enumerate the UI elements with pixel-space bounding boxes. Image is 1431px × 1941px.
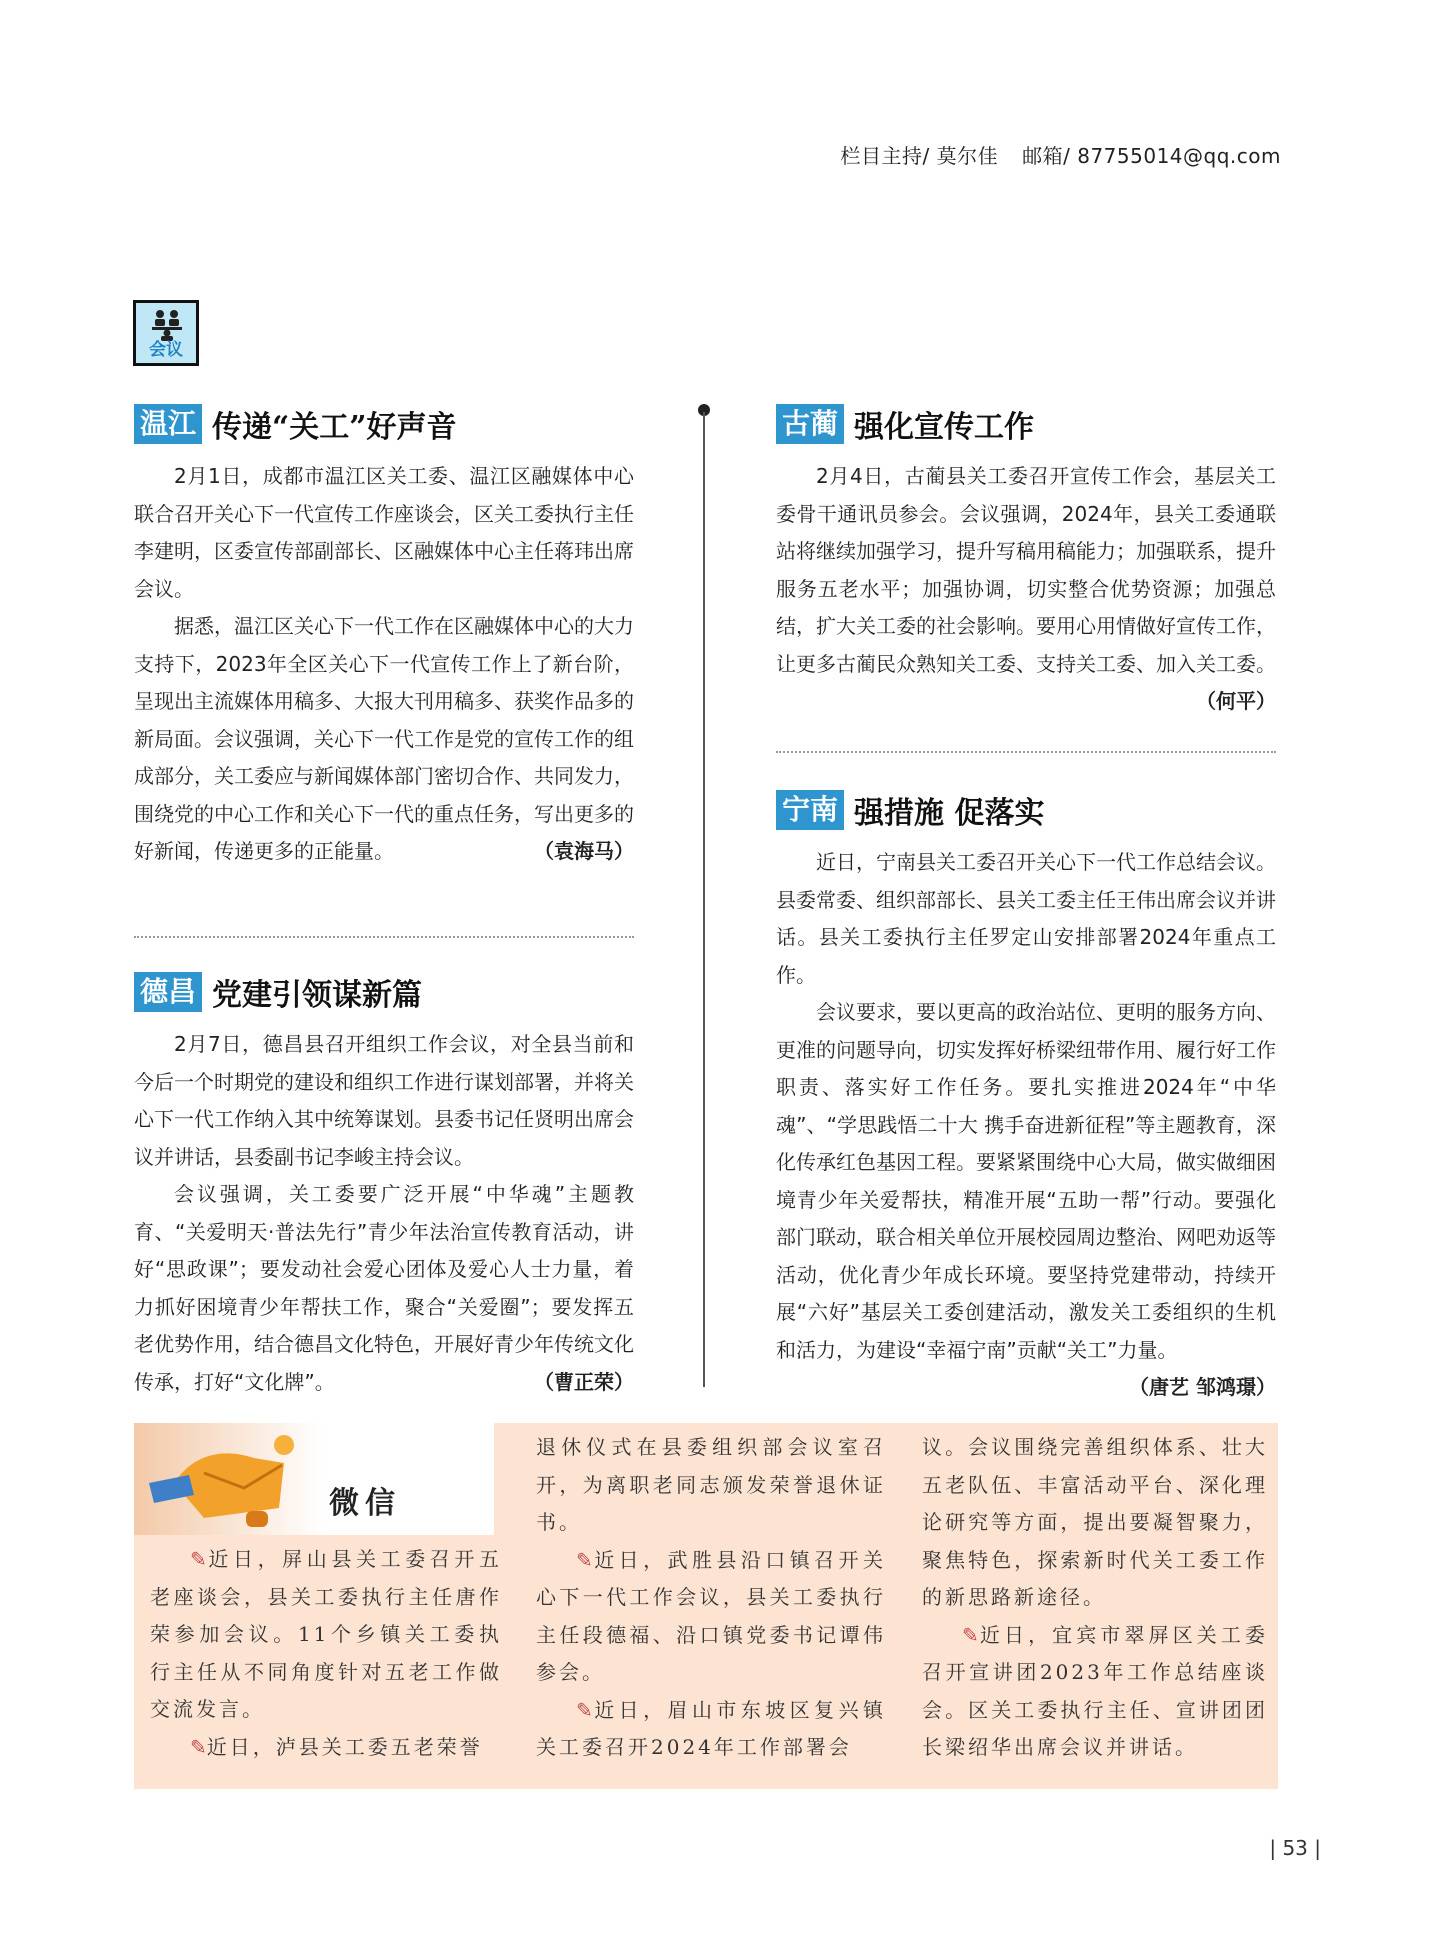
article-paragraph	[134, 1176, 634, 1401]
wechat-item	[150, 1729, 502, 1767]
article-paragraph	[776, 458, 1276, 713]
article-dechang	[134, 970, 634, 1401]
wechat-column-1	[150, 1541, 502, 1766]
wechat-item-continued: 退休仪式在县委组织部会议室召开，为离职老同志颁发荣誉退休证书。	[536, 1435, 886, 1534]
wechat-title: 微信	[329, 1486, 401, 1521]
article-paragraph: 2月1日，成都市温江区关工委、温江区融媒体中心联合召开关心下一代宣传工作座谈会，区关工委执行主任李建明，区委宣传部副部长、区融媒体中心主任蒋玮出席会议。	[134, 464, 634, 601]
article-body	[776, 458, 1276, 713]
article-author: （唐艺 邹鸿璟）	[1129, 1375, 1276, 1399]
wechat-item-text: 近日，武胜县沿口镇召开关心下一代工作会议，县关工委执行主任段德福、沿口镇党委书记谭伟参会。	[536, 1547, 886, 1684]
article-location-tag: 古蔺	[776, 404, 844, 444]
article-body	[134, 458, 634, 871]
article-header	[776, 788, 1276, 836]
article-author: （何平）	[1196, 689, 1276, 713]
article-paragraph-text: 会议强调，关工委要广泛开展“中华魂”主题教育、“关爱明天·普法先行”青少年法治宣传教育活动，讲好“思政课”；要发动社会爱心团体及爱心人士力量，着力抓好困境青少年帮扶工作，聚合“关爱圈”；要发挥五老优势作用，结合德昌文化特色，开展好青少年传统文化传承，打好“文化牌”。	[134, 1182, 634, 1394]
article-paragraph: 近日，宁南县关工委召开关心下一代工作总结会议。县委常委、组织部部长、县关工委主任王伟出席会议并讲话。县关工委执行主任罗定山安排部署2024年重点工作。	[776, 850, 1276, 987]
wechat-item-text: 近日，眉山市东坡区复兴镇关工委召开2024年工作部署会	[536, 1697, 886, 1759]
page-number: | 53 |	[1269, 1836, 1321, 1860]
wechat-item	[922, 1617, 1268, 1767]
article-paragraph	[776, 994, 1276, 1399]
article-wenjiang	[134, 402, 634, 871]
article-gulin	[776, 402, 1276, 721]
article-ningnan	[776, 788, 1276, 1407]
wechat-item	[536, 1692, 886, 1767]
article-paragraph-text: 会议要求，要以更高的政治站位、更明的服务方向、更准的问题导向，切实发挥好桥梁纽带作用、履行好工作职责、落实好工作任务。要扎实推进2024年“中华魂”、“学思践悟二十大 携手奋进新征程”等主题教育，深化传承红色基因工程。要紧紧围绕中心大局，做实做细困境青少年关爱帮扶，精准开展“五助一帮”行动。要强化部门联动，联合相关单位开展校园周边整治、网吧劝返等活动，优化青少年成长环境。要坚持党建带动，持续开展“六好”基层关工委创建活动，激发关工委组织的生机和活力，为建设“幸福宁南”贡献“关工”力量。	[776, 1000, 1276, 1362]
article-separator	[134, 936, 634, 938]
pin-icon: ✎	[190, 1734, 207, 1759]
section-badge	[133, 300, 199, 366]
article-author: （袁海马）	[534, 839, 634, 863]
article-paragraph	[134, 608, 634, 871]
wechat-column-3	[922, 1429, 1268, 1767]
column-divider	[703, 412, 705, 1387]
wechat-item	[150, 1541, 502, 1729]
pin-icon: ✎	[576, 1697, 593, 1722]
envelope-mascot-icon	[134, 1423, 324, 1535]
pin-icon: ✎	[576, 1547, 593, 1572]
section-badge-label: 会议	[149, 340, 183, 360]
article-body	[776, 844, 1276, 1399]
article-location-tag: 温江	[134, 404, 202, 444]
wechat-item-text: 近日，宜宾市翠屏区关工委召开宣讲团2023年工作总结座谈会。区关工委执行主任、宣讲团团长梁绍华出席会议并讲话。	[922, 1622, 1268, 1759]
article-paragraph-text: 据悉，温江区关心下一代工作在区融媒体中心的大力支持下，2023年全区关心下一代宣传工作上了新台阶，呈现出主流媒体用稿多、大报大刊用稿多、获奖作品多的新局面。会议强调，关心下一代工作是党的宣传工作的组成部分，关工委应与新闻媒体部门密切合作、共同发力，围绕党的中心工作和关心下一代的重点任务，写出更多的好新闻，传递更多的正能量。	[134, 614, 634, 863]
wechat-column-2	[536, 1429, 886, 1767]
article-body	[134, 1026, 634, 1401]
article-header	[134, 402, 634, 450]
wechat-news-box	[134, 1423, 1278, 1789]
wechat-item-continued: 议。会议围绕完善组织体系、壮大五老队伍、丰富活动平台、深化理论研究等方面，提出要凝智聚力，聚焦特色，探索新时代关工委工作的新思路新途径。	[922, 1435, 1268, 1609]
article-header	[134, 970, 634, 1018]
pin-icon: ✎	[190, 1547, 207, 1571]
article-paragraph-text: 2月4日，古蔺县关工委召开宣传工作会，基层关工委骨干通讯员参会。会议强调，2024年，县关工委通联站将继续加强学习，提升写稿用稿能力；加强联系，提升服务五老水平；加强协调，切实整合优势资源；加强总结，扩大关工委的社会影响。要用心用情做好宣传工作，让更多古蔺民众熟知关工委、支持关工委、加入关工委。	[776, 464, 1276, 676]
column-host: 栏目主持/ 莫尔佳	[840, 144, 999, 168]
article-header	[776, 402, 1276, 450]
wechat-item-text: 近日，泸县关工委五老荣誉	[206, 1734, 483, 1759]
article-separator	[776, 751, 1276, 753]
article-title: 强措施 促落实	[854, 796, 1045, 831]
editor-email: 邮箱/ 87755014@qq.com	[1022, 144, 1281, 168]
article-title: 党建引领谋新篇	[212, 978, 423, 1013]
article-location-tag: 德昌	[134, 972, 202, 1012]
wechat-item	[536, 1542, 886, 1692]
article-title: 强化宣传工作	[854, 410, 1035, 445]
column-header	[841, 140, 1281, 169]
article-title: 传递“关工”好声音	[212, 410, 457, 445]
article-paragraph: 2月7日，德昌县召开组织工作会议，对全县当前和今后一个时期党的建设和组织工作进行谋划部署，并将关心下一代工作纳入其中统筹谋划。县委书记任贤明出席会议并讲话，县委副书记李峻主持会议。	[134, 1032, 634, 1169]
pin-icon: ✎	[962, 1622, 979, 1647]
article-location-tag: 宁南	[776, 790, 844, 830]
wechat-item-text: 近日，屏山县关工委召开五老座谈会，县关工委执行主任唐作荣参加会议。11个乡镇关工委执行主任从不同角度针对五老工作做交流发言。	[150, 1547, 502, 1721]
wechat-banner	[134, 1423, 494, 1535]
article-author: （曹正荣）	[534, 1369, 634, 1394]
